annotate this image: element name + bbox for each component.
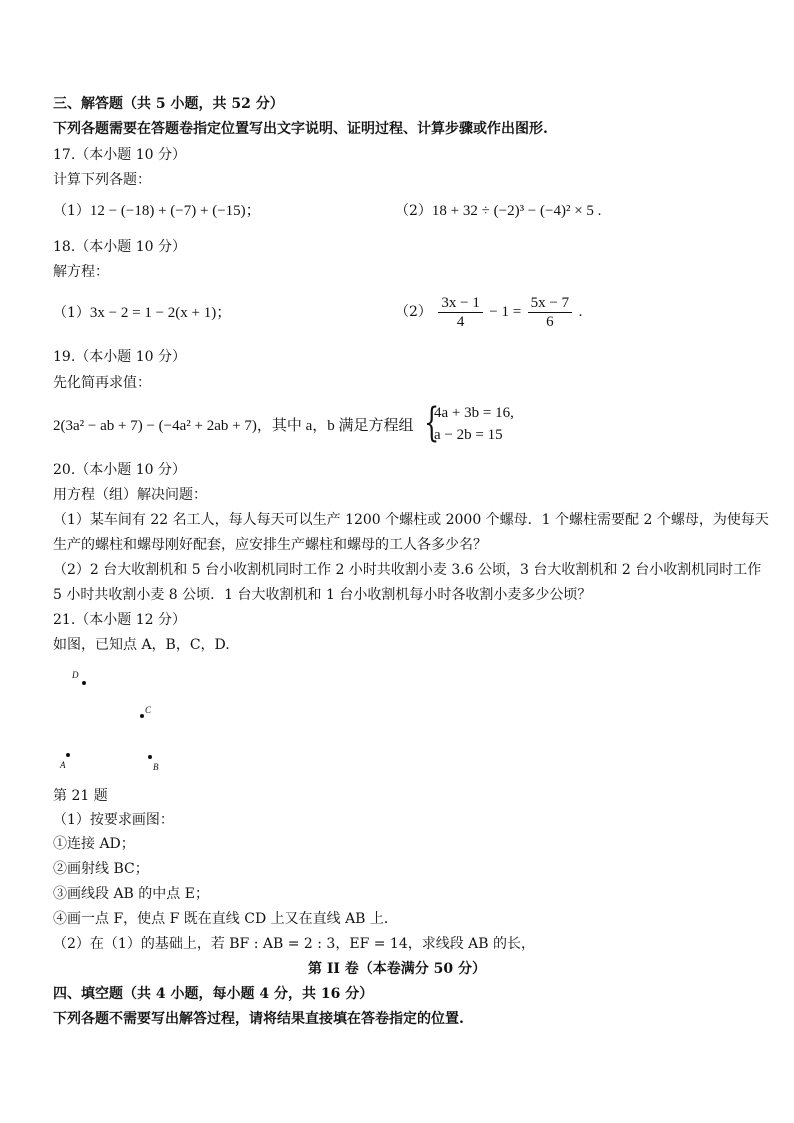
q18-part1	[53, 304, 231, 322]
q21-sub1: （1）按要求画图：	[53, 812, 174, 828]
q18-fraction-left-denominator: 4	[456, 313, 465, 330]
point-b-label: B	[153, 762, 159, 772]
q18-part2	[395, 290, 582, 334]
q19-header: 19.（本小题 10 分）	[53, 349, 186, 365]
q21-sub2: （2）在（1）的基础上，若 BF : AB = 2 : 3，EF = 14，求线段 AB 的长，	[53, 936, 536, 952]
point-c	[140, 714, 144, 718]
q19-expression: 2(3a² − ab + 7) − (−4a² + 2ab + 7)，其中 a，b 满足方程组	[53, 418, 414, 434]
q18-fraction-right-denominator: 6	[546, 313, 554, 330]
q18-part1-expr: 3x − 2 = 1 − 2(x + 1)；	[89, 305, 232, 321]
q17-header: 17.（本小题 10 分）	[53, 147, 186, 163]
q18-fraction-right	[528, 294, 572, 331]
q17-part2-label: （2）	[395, 203, 432, 219]
q20-part2-line1: （2）2 台大收割机和 5 台小收割机同时工作 2 小时共收割小麦 3.6 公顷，3 台大收割机和 2 台小收割机同时工作	[53, 562, 762, 578]
q18-fraction-left-numerator: 3x − 1	[438, 294, 482, 313]
q20-header: 20.（本小题 10 分）	[53, 462, 186, 478]
point-d-label: D	[72, 670, 79, 680]
q20-part1-line1: （1）某车间有 22 名工人，每人每天可以生产 1200 个螺柱或 2000 个螺母．1 个螺柱需要配 2 个螺母，为使每天	[53, 512, 769, 528]
section4-heading: 四、填空题（共 4 小题，每小题 4 分，共 16 分）	[53, 986, 374, 1002]
q18-header: 18.（本小题 10 分）	[53, 239, 186, 255]
q21-figure-caption: 第 21 题	[53, 788, 108, 804]
q21-step2: ②画射线 BC；	[53, 861, 149, 877]
section3-heading: 三、解答题（共 5 小题，共 52 分）	[53, 96, 284, 112]
q21-step4: ④画一点 F，使点 F 既在直线 CD 上又在直线 AB 上．	[53, 911, 398, 927]
q17-part1	[53, 202, 261, 220]
q18-part1-label: （1）	[53, 305, 90, 321]
point-b	[148, 755, 152, 759]
q17-part2	[395, 202, 601, 220]
q20-prompt: 用方程（组）解决问题：	[53, 487, 207, 503]
point-a-label: A	[60, 760, 66, 770]
q18-part2-end: .	[578, 304, 583, 320]
q17-part1-label: （1）	[53, 203, 90, 219]
point-c-label: C	[145, 705, 152, 715]
point-a	[66, 753, 70, 757]
q19-equation-1: 4a + 3b = 16,	[434, 405, 514, 421]
q17-part1-expr: 12 − (−18) + (−7) + (−15)；	[89, 203, 261, 219]
section4-instruction: 下列各题不需要写出解答过程，请将结果直接填在答卷指定的位置.	[53, 1011, 464, 1027]
q19-prompt: 先化简再求值：	[53, 375, 151, 391]
section3-instruction: 下列各题需要在答题卷指定位置写出文字说明、证明过程、计算步骤或作出图形.	[53, 121, 548, 137]
q20-part2-line2: 5 小时共收割小麦 8 公顷．1 台大收割机和 1 台小收割机每小时各收割小麦多少公顷？	[53, 587, 592, 603]
q18-part2-middle: − 1 =	[489, 304, 522, 320]
q21-step3: ③画线段 AB 的中点 E；	[53, 886, 209, 902]
q20-part1-line2: 生产的螺柱和螺母刚好配套，应安排生产螺柱和螺母的工人各多少名？	[53, 537, 487, 553]
q18-fraction-left	[438, 294, 482, 331]
q21-header: 21.（本小题 12 分）	[53, 612, 186, 628]
q21-step1: ①连接 AD；	[53, 836, 135, 852]
q19-system-brace: {	[424, 400, 440, 446]
q17-part2-expr: 18 + 32 ÷ (−2)³ − (−4)² × 5 .	[431, 203, 602, 219]
part2-title: 第 II 卷（本卷满分 50 分）	[307, 961, 487, 977]
q18-prompt: 解方程：	[53, 264, 109, 280]
q19-equation-2: a − 2b = 15	[434, 427, 503, 443]
q21-prompt: 如图，已知点 A，B，C，D.	[53, 637, 230, 653]
q18-fraction-right-numerator: 5x − 7	[528, 294, 572, 313]
q18-part2-label: （2）	[395, 304, 432, 320]
q17-prompt: 计算下列各题：	[53, 172, 151, 188]
point-d	[82, 681, 86, 685]
